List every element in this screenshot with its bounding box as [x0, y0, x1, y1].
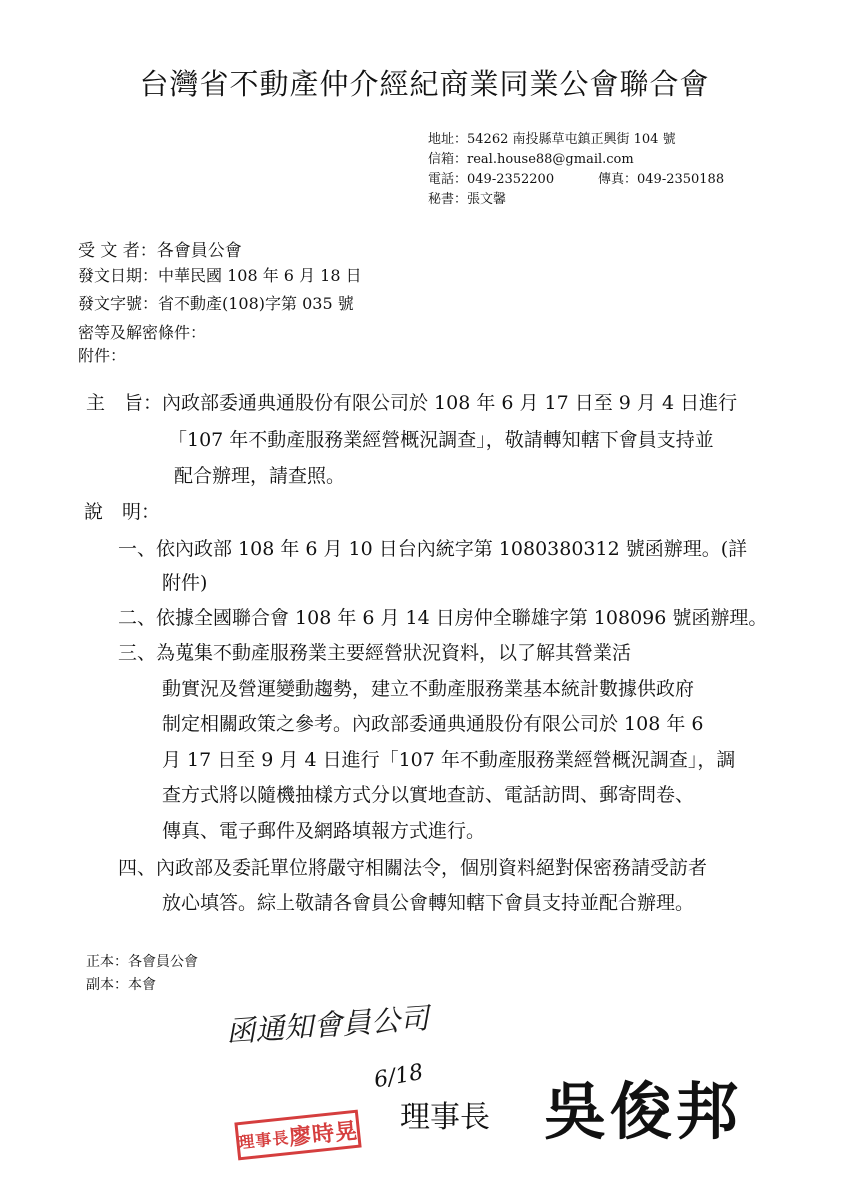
red-seal-stamp — [234, 1110, 361, 1161]
recipient-line: 受 文 者：各會員公會 — [78, 241, 242, 261]
contact-fax: 傳真：049-2350188 — [598, 172, 725, 187]
description-item-3-cont: 制定相關政策之參考。內政部委通典通股份有限公司於 108 年 6 — [162, 713, 704, 735]
description-item-3-cont: 查方式將以隨機抽樣方式分以實地查訪、電話訪問、郵寄問卷、 — [162, 784, 695, 806]
stamp-name: 廖時晃 — [287, 1118, 360, 1151]
description-item-3-cont: 月 17 日至 9 月 4 日進行「107 年不動產服務業經營概況調查」，調 — [162, 749, 736, 771]
subject-line: 配合辦理，請查照。 — [174, 465, 346, 487]
description-item-3-cont: 動實況及營運變動趨勢，建立不動產服務業基本統計數據供政府 — [162, 678, 695, 700]
subject-label: 主 旨： — [86, 392, 163, 414]
attachment-line: 附件： — [78, 346, 127, 365]
handwritten-date-mark: 6/18 — [372, 1059, 426, 1094]
description-item-1-cont: 附件) — [162, 572, 208, 594]
distribution-original: 正本：各會員公會 — [86, 954, 198, 970]
subject-line: 內政部委通典通股份有限公司於 108 年 6 月 17 日至 9 月 4 日進行 — [162, 392, 738, 414]
description-item-2: 二、依據全國聯合會 108 年 6 月 14 日房仲全聯雄字第 108096 號函辦理。 — [118, 607, 768, 629]
description-item-1: 一、依內政部 108 年 6 月 10 日台內統字第 1080380312 號函辦理。(詳 — [118, 538, 748, 560]
chairman-name: 吳俊邦 — [544, 1075, 743, 1148]
contact-address: 地址：54262 南投縣草屯鎮正興街 104 號 — [428, 132, 676, 147]
issue-date-line: 發文日期：中華民國 108 年 6 月 18 日 — [78, 266, 362, 285]
stamp-title: 理事長 — [237, 1127, 291, 1152]
subject-line: 「107 年不動產服務業經營概況調查」，敬請轉知轄下會員支持並 — [168, 429, 714, 451]
description-item-4: 四、內政部及委託單位將嚴守相關法令，個別資料絕對保密務請受訪者 — [118, 857, 708, 879]
document-number-line: 發文字號：省不動產(108)字第 035 號 — [78, 294, 354, 313]
description-item-3: 三、為蒐集不動產服務業主要經營狀況資料，以了解其營業活 — [118, 642, 632, 664]
handwritten-note: 函通知會員公司 — [225, 1000, 431, 1050]
contact-phone: 電話：049-2352200 — [428, 172, 555, 187]
organization-title: 台灣省不動產仲介經紀商業同業公會聯合會 — [139, 67, 710, 101]
contact-secretary: 秘書：張文馨 — [428, 192, 507, 207]
description-item-4-cont: 放心填答。綜上敬請各會員公會轉知轄下會員支持並配合辦理。 — [162, 892, 695, 914]
description-label: 說 明： — [84, 501, 161, 523]
classification-line: 密等及解密條件： — [78, 323, 207, 342]
distribution-copy: 副本：本會 — [86, 977, 156, 993]
contact-email: 信箱：real.house88@gmail.com — [428, 152, 634, 167]
description-item-3-cont: 傳真、電子郵件及網路填報方式進行。 — [162, 820, 486, 842]
chairman-title: 理事長 — [400, 1100, 490, 1135]
